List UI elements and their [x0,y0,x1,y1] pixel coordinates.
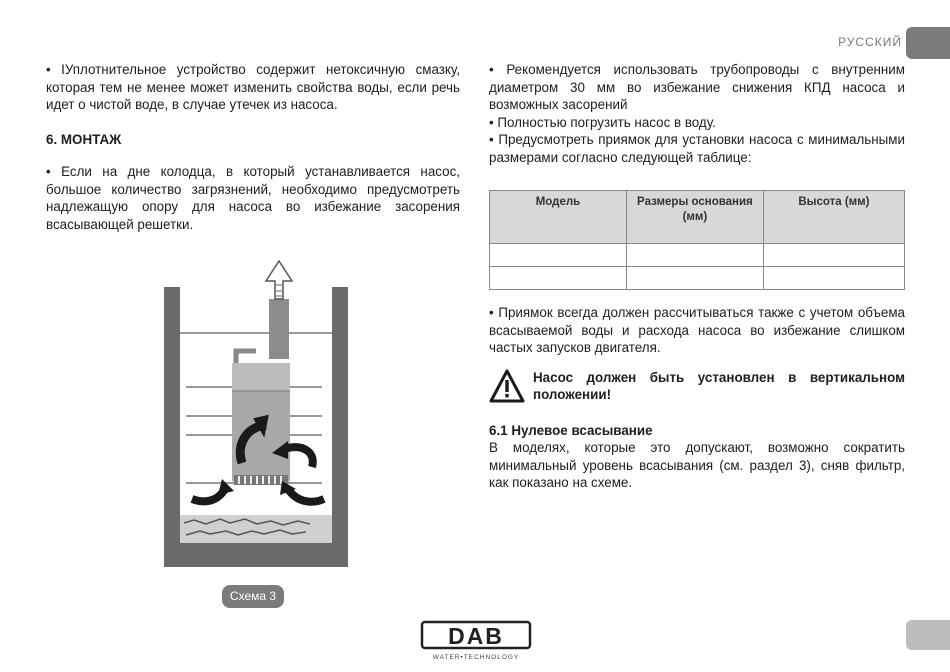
section-title: 6. МОНТАЖ [46,131,122,147]
install-paragraph: • Если на дне колодца, в который устанавливается насос, большое количество загрязнений, необходимо предусмотреть надлежащую опору для насоса во избежание засорения всасывающей решетки. [46,164,460,232]
left-column [46,61,460,233]
pump-installation-diagram [164,255,348,567]
outlet-pipe [269,299,289,359]
table-header-height: Высота (мм) [763,191,904,244]
table-cell [763,267,904,290]
page-number-tab [906,620,950,650]
warning-block [489,369,905,404]
table-header-model: Модель [490,191,627,244]
language-label: РУССКИЙ [838,35,902,49]
table-row [490,267,905,290]
pit-paragraph: • Предусмотреть приямок для установки насоса с минимальными размерами согласно следующей таблице: [489,132,905,165]
subsection-title: 6.1 Нулевое всасывание [489,422,653,438]
table-cell [490,267,627,290]
pump-intake-grille [234,475,288,485]
warning-text: Насос должен быть установлен в вертикальном положении! [533,369,905,402]
figure-caption: Схема 3 [222,585,284,608]
table-cell [626,244,763,267]
table-cell [490,244,627,267]
svg-text:DAB: DAB [448,623,504,649]
zero-suction-paragraph: В моделях, которые это допускают, возможно сократить минимальный уровень всасывания (см. раздел 3), сняв фильтр, как показано на схеме. [489,440,905,490]
svg-text:WATER•TECHNOLOGY: WATER•TECHNOLOGY [432,654,520,661]
table-cell [763,244,904,267]
seal-note-paragraph: • IУплотнительное устройство содержит нетоксичную смазку, которая тем не менее может изменить свойства воды, если речь идет о чистой воде, в случае утечек из насоса. [46,62,460,112]
table-row [490,244,905,267]
dab-logo [420,620,532,662]
pipe-recommendation-paragraph: • Рекомендуется использовать трубопроводы с внутренним диаметром 30 мм во избежание снижения КПД насоса и возможных засорений [489,62,905,112]
pit-dimensions-table [489,190,905,290]
language-tab [906,27,950,59]
pit-volume-paragraph: • Приямок всегда должен рассчитываться также с учетом объема всасываемой воды и расхода насоса во избежание слишком частых запусков двигателя. [489,305,905,355]
pump-top [232,363,290,391]
well-bottom-debris [180,515,332,543]
submerge-paragraph: • Полностью погрузить насос в воду. [489,114,716,130]
warning-icon [489,369,525,403]
table-cell [626,267,763,290]
right-column [489,61,905,492]
table-header-base-size: Размеры основания (мм) [626,191,763,244]
